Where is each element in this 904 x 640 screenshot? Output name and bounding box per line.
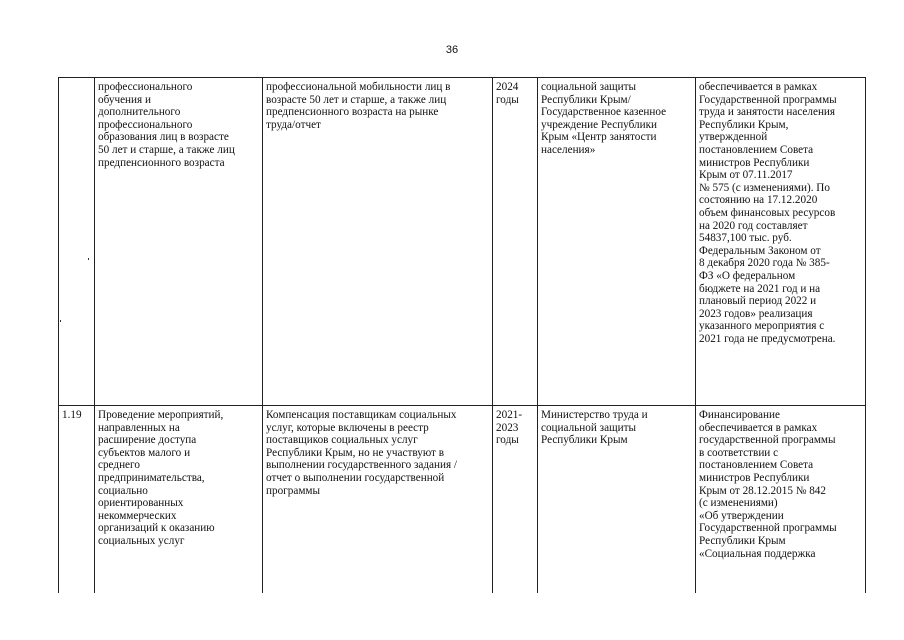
cell-text-line: социальных услуг	[98, 534, 185, 547]
cell-text-line: обеспечивается в рамках	[699, 421, 818, 434]
cell-text-line: 8 декабря 2020 года № 385-	[699, 257, 830, 270]
cell-text-line: на 2020 год составляет	[699, 219, 808, 232]
cell-expected-result	[263, 406, 493, 594]
cell-text-line: Государственной программы	[699, 93, 837, 106]
cell-text-line: 2023	[496, 421, 519, 434]
cell-text-line: 2024	[496, 81, 519, 93]
cell-text-line: Крым от 28.12.2015 № 842	[699, 484, 826, 497]
cell-text-line: 50 лет и старше, а также лиц	[98, 143, 235, 156]
page-number: 36	[445, 44, 459, 56]
cell-executor	[538, 78, 696, 406]
cell-text-line: учреждение Республики	[541, 118, 658, 131]
cell-text-line: Федеральным Законом от	[699, 244, 821, 257]
cell-text-line: «Об утверждении	[699, 509, 784, 522]
cell-text-line: министров Республики	[699, 156, 810, 169]
margin-mark	[88, 258, 89, 260]
cell-text-line: социальной защиты	[541, 81, 637, 93]
cell-text-line: образования лиц в возрасте	[98, 131, 229, 144]
measures-table	[58, 77, 866, 593]
cell-text-line: некоммерческих	[98, 509, 177, 522]
cell-text-line: Компенсация поставщикам социальных	[266, 409, 457, 421]
cell-item-number	[59, 78, 95, 406]
cell-measure-name	[95, 406, 263, 594]
cell-period	[493, 78, 538, 406]
cell-text-line: труда/отчет	[266, 118, 321, 131]
cell-text-line: Крым от 07.11.2017	[699, 169, 793, 182]
cell-text-line: № 575 (с изменениями). По	[699, 181, 830, 194]
cell-text-line: обеспечивается в рамках	[699, 81, 818, 93]
cell-text-line: плановый период 2022 и	[699, 295, 817, 308]
cell-text-line: дополнительного	[98, 106, 181, 119]
cell-text-line: труда и занятости населения	[699, 106, 836, 119]
cell-text-line: услуг, которые включены в реестр	[266, 421, 429, 434]
cell-funding	[696, 78, 866, 406]
cell-text-line: постановлением Совета	[699, 143, 814, 156]
cell-text-line: Государственной программы	[699, 522, 837, 535]
cell-text-line: Республики Крым	[699, 534, 786, 547]
cell-text-line: Финансирование	[699, 409, 780, 421]
cell-text-line: профессионального	[98, 118, 193, 131]
cell-text-line: Государственное казенное	[541, 106, 667, 119]
cell-text-line: выполнении государственного задания /	[266, 459, 458, 472]
cell-text-line: организаций к оказанию	[98, 522, 215, 535]
cell-text-line: социальной защиты	[541, 421, 637, 434]
cell-text-line: Крым «Центр занятости	[541, 131, 657, 144]
cell-text-line: «Социальная поддержка	[699, 547, 816, 560]
cell-period	[493, 406, 538, 594]
cell-text-line: отчет о выполнении государственной	[266, 471, 445, 484]
cell-text-line: бюджете на 2021 год и на	[699, 282, 821, 295]
cell-text-line: 1.19	[62, 409, 82, 421]
cell-text-line: профессиональной мобильности лиц в	[266, 81, 451, 93]
cell-text-line: предпенсионного возраста	[98, 156, 225, 169]
cell-text-line: расширение доступа	[98, 434, 197, 447]
cell-text-line: годы	[496, 93, 519, 106]
cell-item-number	[59, 406, 95, 594]
cell-text-line: предпринимательства,	[98, 471, 205, 484]
cell-text-line: в соответствии с	[699, 446, 779, 459]
cell-text-line: субъектов малого и	[98, 446, 191, 459]
cell-text-line: ФЗ «О федеральном	[699, 269, 796, 282]
cell-text-line: обучения и	[98, 93, 151, 106]
cell-text-line: 2021 года не предусмотрена.	[699, 332, 836, 345]
cell-text-line: 54837,100 тыс. руб.	[699, 232, 792, 245]
cell-executor	[538, 406, 696, 594]
cell-text-line: 2023 годов» реализация	[699, 307, 813, 320]
cell-text-line: программы	[266, 484, 320, 497]
table-row	[59, 406, 866, 594]
cell-text-line: утвержденной	[699, 131, 768, 144]
cell-text-line: населения»	[541, 143, 596, 156]
cell-measure-name	[95, 78, 263, 406]
cell-text-line: Проведение мероприятий,	[98, 409, 224, 421]
cell-text-line: ориентированных	[98, 497, 184, 510]
cell-text-line: государственной программы	[699, 434, 836, 447]
cell-text-line: 2021-	[496, 409, 523, 421]
cell-funding	[696, 406, 866, 594]
cell-text-line: годы	[496, 434, 519, 447]
cell-text-line: Республики Крым, но не участвуют в	[266, 446, 445, 459]
cell-text-line: Республики Крым	[541, 434, 628, 447]
cell-text-line: состоянию на 17.12.2020	[699, 194, 818, 207]
cell-expected-result	[263, 78, 493, 406]
cell-text-line: Республики Крым,	[699, 118, 789, 131]
cell-text-line: (с изменениями)	[699, 497, 778, 510]
cell-text-line: социально	[98, 484, 148, 497]
table-row	[59, 78, 866, 406]
cell-text-line: среднего	[98, 459, 140, 472]
cell-text-line: профессионального	[98, 81, 193, 93]
cell-text-line: постановлением Совета	[699, 459, 814, 472]
cell-text-line: предпенсионного возраста на рынке	[266, 106, 439, 119]
cell-text-line: министров Республики	[699, 471, 810, 484]
cell-text-line: поставщиков социальных услуг	[266, 434, 418, 447]
cell-text-line: Республики Крым/	[541, 93, 631, 106]
cell-text-line: направленных на	[98, 421, 180, 434]
cell-text-line: Министерство труда и	[541, 409, 648, 421]
cell-text-line: объем финансовых ресурсов	[699, 206, 836, 219]
cell-text-line: возрасте 50 лет и старше, а также лиц	[266, 93, 447, 106]
margin-mark	[60, 320, 61, 322]
cell-text-line: указанного мероприятия с	[699, 320, 825, 333]
